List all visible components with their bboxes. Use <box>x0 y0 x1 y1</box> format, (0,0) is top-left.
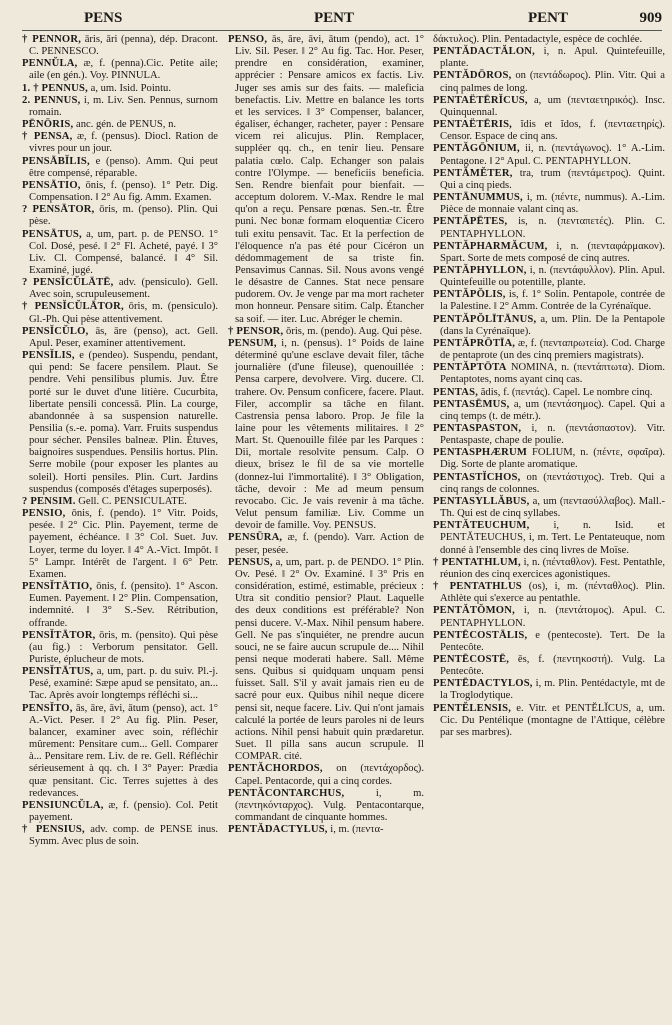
entry-definition: i, n. (πεντάσπαστον). Vitr. Pentaspaste, chape de poulie. <box>440 423 665 447</box>
entry-headword: PENTASPHÆRUM <box>433 447 528 459</box>
dictionary-entry <box>433 581 665 605</box>
dictionary-entry <box>228 34 424 326</box>
entry-definition: e (pendeo). Suspendu, pendant, qui pend: Se facere pensilem. Plaut. Se pendre. Vehi pensilibus plumis. Juv. Être porté sur le duvet d'une litière. Cucurbita, libertate pensili concessā. Plin. La courge, abandonnée à sa suspension naturelle. Pensilia (s.-e. poma). Varr. Fruits suspendus pour sécher. Pensiles balneæ. Plin. Étuves, baignoires suspendues. Pensilis hortus. Plin. Serre mobile (pour exposer les plantes au soleil). Horti pensiles. Plin. Curt. Jardins suspendus (composés d'étages superposés). <box>29 350 218 495</box>
dictionary-entry <box>22 34 218 58</box>
dictionary-entry <box>22 666 218 702</box>
entry-headword: PENSĬTĀTUS, <box>22 666 94 678</box>
entry-definition: on (πεντάχορδος). Capel. Pentacorde, qui a cinq cordes. <box>235 763 424 787</box>
entry-headword: PENSO, <box>228 34 268 45</box>
dictionary-entry <box>433 143 665 167</box>
dictionary-entry <box>22 508 218 581</box>
entry-headword: PENTĂGŌNIUM, <box>433 143 520 155</box>
entry-headword: PENTĂDACTĂLON, <box>433 46 535 58</box>
entry-definition: æ, f. (πενταπρωτεία). Cod. Charge de pentaprote (un des cinq premiers magistrats). <box>440 337 665 362</box>
entry-definition: æ, f. (pensus). Diocl. Ration de vivres pour un jour. <box>29 131 218 155</box>
dictionary-entry <box>22 350 218 496</box>
entry-definition: anc. gén. de PENUS, n. <box>76 119 177 131</box>
dictionary-entry <box>433 678 665 702</box>
dictionary-entry <box>433 399 665 423</box>
entry-definition: a, um, part. p. du suiv. Pl.-j. Pesé, examiné: Sæpe apud se pensitato, an... Tac. Après avoir longtemps réfléchi si... <box>29 666 218 702</box>
entry-definition: tra, trum (πεντάμετρος). Quint. Qui a cinq pieds. <box>440 167 665 191</box>
dictionary-entry <box>22 83 218 95</box>
entry-headword: PENTĂTŎMON, <box>433 605 515 617</box>
entry-definition: i, m. (πεντηκόνταρχος). Vulg. Pentacontarque, commandant de cinquante hommes. <box>235 787 424 823</box>
entry-definition: i, m. (πεντα- <box>330 824 384 836</box>
entry-headword: PENTASYLLĂBUS, <box>433 495 530 507</box>
dictionary-entry <box>228 338 424 533</box>
entry-definition: ōris, m. (pendo). Aug. Qui pèse. <box>286 325 422 337</box>
dictionary-entry <box>22 630 218 666</box>
entry-headword: PENTĒCOSTĀLIS, <box>433 629 528 641</box>
dictionary-entry <box>433 192 665 216</box>
entry-definition: i, m. Plin. Pentédactyle, mt de la Troglodytique. <box>440 678 665 702</box>
dictionary-entry <box>433 241 665 265</box>
page-number: 909 <box>639 10 662 26</box>
entry-definition: a, um. Plin. De la Pentapole (dans la Cyrénaïque). <box>440 313 665 337</box>
entry-definition: on (πεντάδωρος). Plin. Vitr. Qui a cinq palmes de long. <box>440 70 665 94</box>
entry-headword: 1. † PENNUS, <box>22 82 88 94</box>
right-guide-word: PENT <box>528 10 569 26</box>
entry-definition: ās, āre, āvi, ātum (pendo), act. 1° Liv. Sil. Peser. ‖ 2° Au fig. Tac. Hor. Peser, prendre en considération, examiner, apprécier : Pensare amicos ex factis. Liv. Juger ses amis sur des faits. — maleficia benefactis. Liv. Mettre en balance les torts et les services. ‖ 3° Compenser, balancer, égaliser, échanger, racheter, payer : Pensare vicem rei alicujus. Plin. Remplacer, suppléer qq. ch., en tenir lieu. Pensare palatia cœlo. Calp. Echanger son palais contre l'Olympe. — beneficiis beneficia. Sen. Rendre bienfait pour bienfait. — acceptum dolorem. V.-Max. Rendre le mal qu'on a reçu. Pensare pœnas. Sen.-tr. Être puni. Nec bonæ formam eloquentiæ Cicero tuli exitu pensavit. Tac. Et la perfection de l'éloquence n'a pas été pour Cicéron un dédommagement de sa triste fin. Pensavimus Cannas. Sil. Nous avons vengé le désastre de Cannes. Stat nece pensare pudorem. Ov. Je venge par ma mort racheter mon honneur. Pensare sitim. Calp. Étancher sa soif. — iter. Luc. Abréger le chemin. <box>235 34 424 325</box>
dictionary-entry <box>228 824 424 836</box>
column-3 <box>433 34 665 1021</box>
entry-definition: e (penso). Amm. Qui peut être compensé, réparable. <box>29 155 218 179</box>
entry-headword: PENSUM, <box>228 337 277 349</box>
dictionary-entry <box>22 229 218 278</box>
entry-headword: PENTASTĬCHOS, <box>433 471 521 483</box>
entry-headword: PENTĂCONTARCHUS, <box>228 787 345 799</box>
dictionary-entry <box>433 654 665 678</box>
entry-headword: PENTASĒMUS, <box>433 398 510 410</box>
page-header <box>22 10 662 28</box>
entry-definition: ii, n. (πεντάγωνος). 1° A.-Lim. Pentagone. ‖ 2° Apul. C. PENTAPHYLLON. <box>440 143 665 167</box>
entry-headword: PENTAS, <box>433 386 479 398</box>
entry-headword: † PENNOR, <box>22 34 82 45</box>
dictionary-entry <box>22 496 218 508</box>
dictionary-entry <box>22 58 218 82</box>
entry-headword: PENNŬLA, <box>22 58 78 70</box>
entry-headword: PENTĀNUMMUS, <box>433 192 523 204</box>
entry-definition: i, n. (pensus). 1° Poids de laine déterminé qu'une esclave devait filer, tâche journalière (d'une fileuse), quenouillée : Pensa carpere, devolvere. Virg. ducere. Cl. trahere. Ov. Pensum conficere, facere. Plaut. Filer, accomplir sa tâche en filant. Castrensia pensa laboro. Prop. Je file la laine pour les vêtements militaires. ‖ 2° Mart. St. Quenouille filée par les Parques : Dii, mortale resolvite pensum. Calp. O dieux, brisez le fil de sa vie mortelle (donnez-lui l'immortalité). ‖ 3° Obligation, tâche, devoir : Me ad meum pensum revocabo. Cic. Je vais revenir à ma tâche. Velut pensum familiæ. Liv. Comme un devoir de famille. Voy. PENSUS. <box>235 337 424 532</box>
entry-definition: i, n. (πεντάφυλλον). Plin. Apul. Quintefeuille ou potentille, plante. <box>440 264 665 289</box>
entry-headword: PENSĀTUS, <box>22 228 82 240</box>
entry-definition: a, um (πενταετηρικός). Insc. Quinquennal. <box>440 94 665 118</box>
entry-definition: Gell. C. PENSICULATE. <box>78 495 187 507</box>
entry-definition: FOLIUM, n. (πέντε, σφαῖρα). Dig. Sorte de plante aromatique. <box>440 447 665 471</box>
dictionary-entry <box>433 630 665 654</box>
entry-definition: i, m. (πέντε, nummus). A.-Lim. Pièce de monnaie valant cinq as. <box>440 192 665 216</box>
dictionary-entry <box>22 95 218 119</box>
dictionary-entry <box>433 289 665 313</box>
entry-headword: PENTĒCOSTĒ, <box>433 653 510 665</box>
dictionary-entry <box>433 496 665 520</box>
dictionary-entry <box>433 168 665 192</box>
entry-definition: e (pentecoste). Tert. De la Pentecôte. <box>440 629 665 653</box>
dictionary-entry <box>433 314 665 338</box>
entry-headword: ? PENSĬCŬLĀTĒ, <box>22 277 114 289</box>
dictionary-entry <box>22 277 218 301</box>
dictionary-entry <box>22 581 218 630</box>
entry-headword: PENTAËTĒRĬCUS, <box>433 94 528 106</box>
entry-definition: δάκτυλος). Plin. Pentadactyle, espèce de cochlée. <box>433 34 643 45</box>
entry-headword: PENSĬTO, <box>22 702 73 714</box>
entry-headword: PENTĂPHARMĂCUM, <box>433 240 548 252</box>
entry-definition: NOMINA, n. (πεντάπτωτα). Diom. Pentaptotes, noms ayant cinq cas. <box>440 362 665 386</box>
dictionary-entry <box>22 703 218 800</box>
entry-definition: (os), i, m. (πένταθλος). Plin. Athlète qui s'exerce au pentathle. <box>440 581 665 605</box>
dictionary-entry <box>433 216 665 240</box>
entry-headword: PĒNŌRIS, <box>22 119 74 131</box>
dictionary-entry <box>22 180 218 204</box>
dictionary-entry <box>228 532 424 556</box>
entry-headword: PENTĂPTŌTA <box>433 362 507 374</box>
entry-headword: PENTĂPŎLĪTĀNUS, <box>433 313 537 325</box>
entry-definition: ōris, m. (pensito). Qui pèse (au fig.) : Verborum pensitator. Gell. Puriste, éplucheur de mots. <box>29 629 218 665</box>
entry-definition: æ, f. (penna).Cic. Petite aile; aile (en gén.). Voy. PINNULA. <box>29 58 218 82</box>
entry-headword: † PENSIUS, <box>22 824 85 836</box>
entry-definition: e. Vitr. et PENTĔLĬCUS, a, um. Cic. Du Pentélique (montagne de l'Attique, célèbre par ses marbres). <box>440 702 665 738</box>
entry-headword: PENSĬLIS, <box>22 350 75 362</box>
entry-definition: ōris, m. (penso). Plin. Qui pèse. <box>29 204 218 228</box>
entry-definition: i, m. Liv. Sen. Pennus, surnom romain. <box>29 94 218 118</box>
entry-headword: PENSIUNCŬLA, <box>22 799 104 811</box>
entry-definition: a, um (πεντάσημος). Capel. Qui a cinq temps (t. de métr.). <box>440 398 665 422</box>
dictionary-entry <box>433 95 665 119</box>
entry-headword: PENTĂCHORDOS, <box>228 763 323 775</box>
dictionary-entry <box>433 605 665 629</box>
dictionary-entry <box>433 46 665 70</box>
entry-definition: ōnis, f. (pendo). 1° Vitr. Poids, pesée. ‖ 2° Cic. Plin. Payement, terme de payement, échéance. ‖ 3° Col. Suet. Juv. Loyer, terme du loyer. ‖ 4° A.-Vict. Impôt. ‖ 5° Lampr. Intérêt de l'argent. ‖ 6° Petr. Examen. <box>29 508 218 580</box>
entry-definition: āris, āri (penna), dép. Dracont. C. PENNESCO. <box>29 34 218 58</box>
entry-headword: PENTAËTĒRIS, <box>433 119 513 131</box>
dictionary-entry <box>22 824 218 848</box>
entry-definition: a, um, part. p. de PENDO. 1° Plin. Ov. Pesé. ‖ 2° Ov. Examiné. ‖ 3° Pris en considération, estimé, estimable, précieux : Utra sit conditio pensior? Plaut. Laquelle des deux conditions est préférable? Non pensi ducere. V.-Max. Nihil pensum habere. Gell. Ne pas s'inquiéter, ne prendre aucun souci, ne se faire aucun scrupule de.... Nihil pensi neque moderati habere. Sall. Même sens. Quibus si quidquam unquam pensi fuisset. Sall. S'il y avait jamais rien eu de sacré pour eux. Quibus nihil neque dicere pensi sit, neque facere. Liv. Qui n'ont jamais calculé la portée de leurs paroles ni de leurs actions. Nihil pensi habuit quin prædaretur. Suet. Il pilla sans aucun scrupule. Il COMPAR. cité. <box>235 556 424 763</box>
entry-definition: adv. comp. de PENSE inus. Symm. Avec plus de soin. <box>29 824 218 848</box>
dictionary-entry <box>22 156 218 180</box>
entry-headword: PENTĂPHYLLON, <box>433 264 527 276</box>
dictionary-entry <box>433 423 665 447</box>
dictionary-entry <box>22 800 218 824</box>
dictionary-entry <box>433 362 665 386</box>
entry-definition: is, n. (πενταπετές). Plin. C. PENTAPHYLLON. <box>440 216 665 240</box>
entry-headword: PENTĂPRŌTĪA, <box>433 337 516 349</box>
entry-headword: PENTĂPŎLIS, <box>433 289 506 301</box>
entry-headword: PENSŪRA, <box>228 532 283 544</box>
entry-headword: PENTĔLENSIS, <box>433 702 512 714</box>
entry-definition: ĭdis et ĭdos, f. (πενταετηρίς). Censor. Espace de cinq ans. <box>440 119 665 143</box>
entry-headword: PENTASPASTON, <box>433 423 522 434</box>
dictionary-entry <box>433 703 665 739</box>
entry-headword: PENSUS, <box>228 556 273 568</box>
entry-definition: i, n. (πένταθλον). Fest. Pentathle, réunion des cinq exercices agonistiques. <box>440 556 665 580</box>
entry-definition: a, um (πεντασύλλαβος). Mall.-Th. Qui est de cinq syllabes. <box>440 495 665 520</box>
entry-headword: PENTĂPĒTES, <box>433 216 508 228</box>
entry-headword: PENSĀTIO, <box>22 179 81 191</box>
entry-headword: PENSIO, <box>22 508 66 520</box>
entry-definition: æ, f. (pendo). Varr. Action de peser, pesée. <box>235 532 424 556</box>
entry-headword: PENTĂMĔTER, <box>433 167 513 179</box>
dictionary-entry <box>433 557 665 581</box>
entry-definition: æ, f. (pensio). Col. Petit payement. <box>29 799 218 823</box>
dictionary-entry <box>433 265 665 289</box>
entry-definition: a, um. Isid. Pointu. <box>90 82 171 94</box>
dictionary-entry <box>228 763 424 787</box>
entry-definition: ās, āre, āvi, ātum (penso), act. 1° A.-Vict. Peser. ‖ 2° Au fig. Plin. Peser, balancer, examiner avec soin, réfléchir mûrement: Pensitare cum... Gell. Comparer à... Pensitare rem. Liv. de re. Gell. Réfléchir sérieusement à qq. ch. ‖ 3° Payer: Prædia quæ pensitant. Cic. Terres sujettes à des redevances. <box>29 702 218 799</box>
entry-definition: ēs, f. (πεντηκοστή). Vulg. La Pentecôte. <box>440 653 665 678</box>
dictionary-entry <box>433 472 665 496</box>
dictionary-entry <box>433 34 665 46</box>
header-rule <box>22 30 662 31</box>
dictionary-entry <box>433 447 665 471</box>
entry-definition: adv. (pensiculo). Gell. Avec soin, scrupuleusement. <box>29 277 218 301</box>
entry-headword: ? PENSĀTOR, <box>22 204 95 216</box>
entry-headword: PENSĬCŬLO, <box>22 325 89 337</box>
entry-headword: PENTĂDŌROS, <box>433 70 512 82</box>
dictionary-entry <box>433 387 665 399</box>
column-1 <box>22 34 218 1021</box>
entry-definition: i, n. (πεντάτομος). Apul. C. PENTAPHYLLON. <box>440 605 665 629</box>
dictionary-entry <box>433 520 665 556</box>
entry-headword: PENTĂDACTYLUS, <box>228 824 328 836</box>
entry-headword: PENSĬTĀTOR, <box>22 629 96 641</box>
entry-headword: PENSĀBĬLIS, <box>22 155 90 167</box>
entry-headword: PENTĒDACTYLOS, <box>433 678 533 690</box>
entry-headword: † PENTATHLUS <box>433 581 522 593</box>
middle-guide-word: PENT <box>314 10 355 26</box>
entry-definition: ās, āre (penso), act. Gell. Apul. Peser, examiner attentivement. <box>29 325 218 349</box>
entry-definition: on (πεντάστιχος). Treb. Qui a cinq rangs de colonnes. <box>440 471 665 495</box>
entry-definition: i, n. Apul. Quintefeuille, plante. <box>440 46 665 70</box>
dictionary-entry <box>22 204 218 228</box>
dictionary-entry <box>433 119 665 143</box>
dictionary-entry <box>228 557 424 764</box>
entry-headword: PENTĂTEUCHUM, <box>433 520 530 532</box>
entry-definition: i, n. (πενταφάρμακον). Spart. Sorte de mets composé de cinq autres. <box>440 240 665 264</box>
dictionary-entry <box>22 326 218 350</box>
dictionary-entry <box>433 70 665 94</box>
dictionary-entry <box>433 338 665 362</box>
entry-headword: † PENSA, <box>22 131 73 143</box>
entry-headword: ? PENSIM. <box>22 495 76 507</box>
dictionary-entry <box>22 301 218 325</box>
entry-definition: is, f. 1° Solin. Pentapole, contrée de la Palestine. ‖ 2° Amm. Contrée de la Cyrénaïque. <box>440 289 665 313</box>
dictionary-entry <box>22 119 218 131</box>
left-guide-word: PENS <box>84 10 123 26</box>
entry-headword: † PENSOR, <box>228 325 284 337</box>
dictionary-entry <box>228 788 424 824</box>
entry-definition: i, n. Isid. et PENTĂTEUCHUS, i, m. Tert. Le Pentateuque, nom donné à l'ensemble des cinq livres de Moïse. <box>440 520 665 556</box>
entry-definition: a, um, part. p. de PENSO. 1° Col. Dosé, pesé. ‖ 2° Fl. Acheté, payé. ‖ 3° Liv. Cl. Compensé, balancé. ‖ 4° Sil. Examiné, jugé. <box>29 228 218 276</box>
entry-headword: † PENSĬCŬLĀTOR, <box>22 301 124 313</box>
entry-headword: † PENTATHLUM, <box>433 556 521 568</box>
column-2 <box>228 34 424 1021</box>
entry-headword: 2. PENNUS, <box>22 94 81 106</box>
entry-definition: ōnis, f. (penso). 1° Petr. Dig. Compensation. ‖ 2° Au fig. Amm. Examen. <box>29 179 218 204</box>
entry-definition: ōnis, f. (pensito). 1° Ascon. Eumen. Payement. ‖ 2° Plin. Compensation, indemnité. ‖ 3° S.-Sev. Rétribution, offrande. <box>29 581 218 629</box>
entry-headword: PENSĬTĀTIO, <box>22 581 93 593</box>
dictionary-entry <box>22 131 218 155</box>
entry-definition: ōris, m. (pensiculo). Gl.-Ph. Qui pèse attentivement. <box>29 301 218 325</box>
entry-definition: ădis, f. (πεντάς). Capel. Le nombre cinq. <box>480 386 653 398</box>
dictionary-entry <box>228 326 424 338</box>
